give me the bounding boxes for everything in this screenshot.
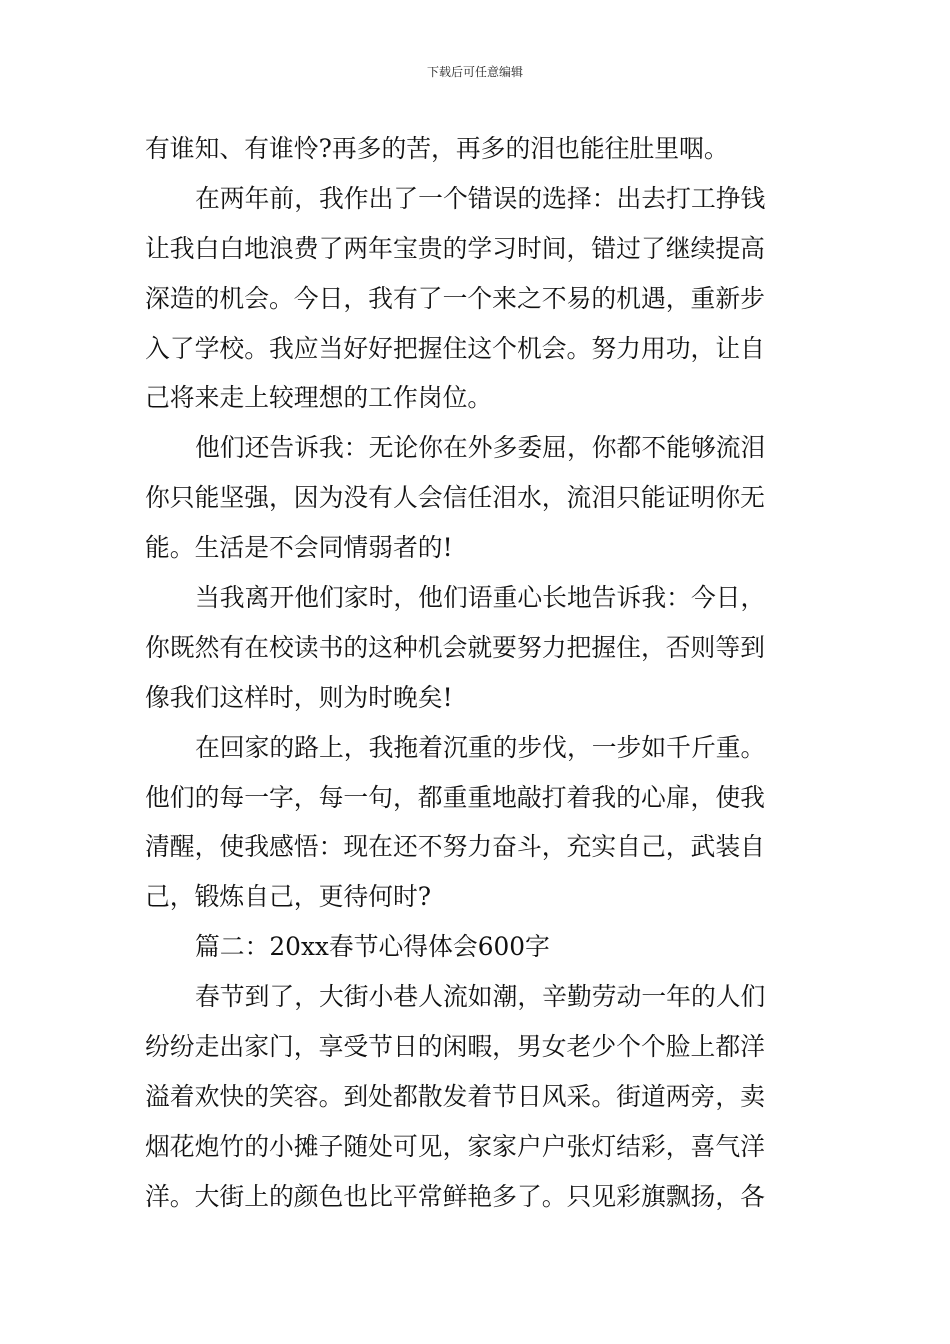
paragraph-5 — [145, 723, 810, 923]
text-line: 纷纷走出家门，享受节日的闲暇，男女老少个个脸上都洋 — [145, 1032, 765, 1062]
page-header: 下载后可任意编辑 — [426, 65, 523, 79]
text-line: 你既然有在校读书的这种机会就要努力把握住，否则等到 — [145, 632, 765, 662]
heading-line: 篇二：20xx春节心得体会600字 — [195, 932, 550, 962]
paragraph-3 — [145, 423, 810, 573]
text-line: 春节到了，大街小巷人流如潮，辛勤劳动一年的人们 — [195, 982, 766, 1012]
text-line: 清醒，使我感悟：现在还不努力奋斗，充实自己，武装自 — [145, 832, 765, 862]
paragraph-7 — [145, 972, 810, 1221]
text-line: 有谁知、有谁怜?再多的苦，再多的泪也能往肚里咽。 — [145, 134, 729, 163]
text-line: 己，锻炼自己，更待何时? — [145, 882, 432, 912]
paragraph-4 — [145, 573, 810, 723]
text-line: 你只能坚强，因为没有人会信任泪水，流泪只能证明你无 — [145, 483, 765, 513]
section-heading — [145, 922, 810, 972]
text-line: 像我们这样时，则为时晚矣! — [145, 682, 453, 712]
document-body — [145, 124, 810, 1222]
text-line: 他们的每一字，每一句，都重重地敲打着我的心扉，使我 — [145, 782, 765, 812]
text-line: 入了学校。我应当好好把握住这个机会。努力用功，让自 — [145, 333, 765, 363]
text-line: 在两年前，我作出了一个错误的选择：出去打工挣钱 — [195, 183, 766, 213]
paragraph-2 — [145, 174, 810, 423]
text-line: 让我白白地浪费了两年宝贵的学习时间，错过了继续提高 — [145, 233, 765, 263]
text-line: 己将来走上较理想的工作岗位。 — [145, 383, 493, 413]
text-line: 他们还告诉我：无论你在外多委屈，你都不能够流泪 — [195, 433, 766, 463]
text-line: 当我离开他们家时，他们语重心长地告诉我：今日， — [195, 583, 766, 613]
paragraph-1 — [145, 124, 810, 174]
text-line: 溢着欢快的笑容。到处都散发着节日风采。街道两旁，卖 — [145, 1081, 765, 1111]
text-line: 洋。大街上的颜色也比平常鲜艳多了。只见彩旗飘扬，各 — [145, 1181, 765, 1211]
text-line: 烟花炮竹的小摊子随处可见，家家户户张灯结彩，喜气洋 — [145, 1131, 765, 1161]
text-line: 在回家的路上，我拖着沉重的步伐，一步如千斤重。 — [195, 732, 766, 762]
text-line: 深造的机会。今日，我有了一个来之不易的机遇，重新步 — [145, 283, 765, 313]
text-line: 能。生活是不会同情弱者的! — [145, 533, 453, 563]
